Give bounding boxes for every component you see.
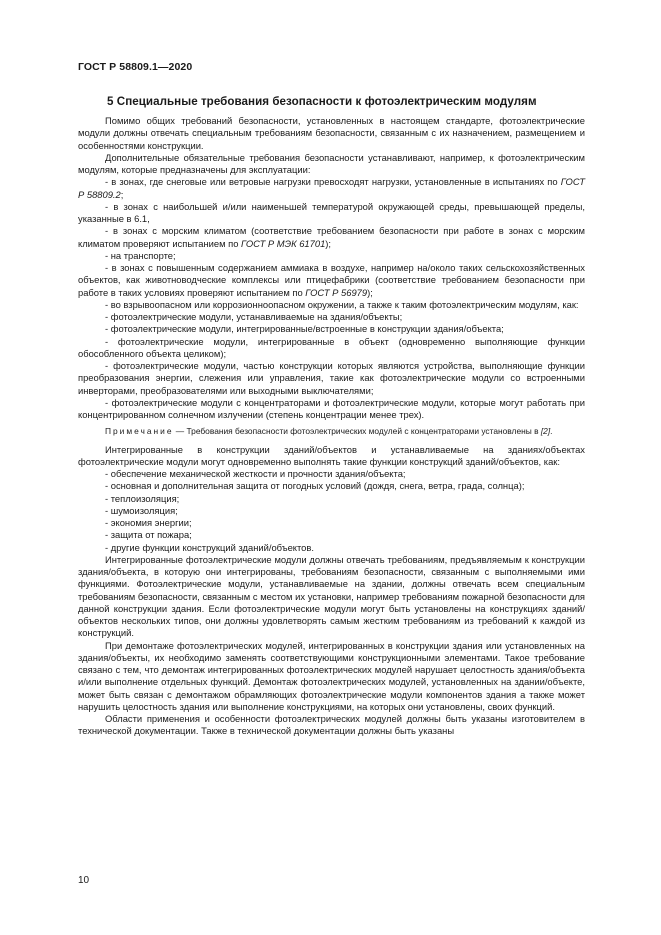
list-item: - во взрывоопасном или коррозионноопасном окружении, а также к таким фотоэлектрическим модулям, как: (105, 298, 579, 310)
list-item: - фотоэлектрические модули, частью конструкции которых являются устройства, выполняющие функции преобразования энергии, слежения или управления, такие как фотоэлектрические модули со встроенными инверторами, преобразователями или выходными выключателями; (78, 360, 585, 396)
list-item: - на транспорте; (105, 249, 176, 261)
document-body (78, 115, 585, 738)
paragraph: Интегрированные фотоэлектрические модули должны отвечать требованиям, предъявляемым к конструкции здания/объекта, в которую они интегрированы, требованиям безопасности, связанным с выполняемыми ими функциями. Фотоэлектрические модули, устанавливаемые на здании, должны отвечать всем специальным требованиям безопасности, связанным с местом их установки, например требованиям пожарной безопасности для данной конструкции здания. Если фотоэлектрические модули могут быть установлены на конструкциях зданий/объектов нескольких типов, они должны удовлетворять самым жестким требованиям из требований к каждой из конструкций. (78, 553, 585, 639)
section-title: 5 Специальные требования безопасности к фотоэлектрическим модулям (107, 95, 537, 108)
list-item: - основная и дополнительная защита от погодных условий (дождя, снега, ветра, града, солнца); (105, 480, 525, 492)
standard-reference: ГОСТ Р 56979 (305, 286, 368, 298)
list-item: - фотоэлектрические модули, интегрированные в объект (одновременно выполняющие функции обособленного объекта целиком); (78, 335, 585, 359)
page-number: 10 (78, 875, 90, 886)
paragraph: Помимо общих требований безопасности, установленных в настоящем стандарте, фотоэлектрические модули должны отвечать специальным требованиям безопасности, связанным с их назначением, размещением и особенностями конструкции. (78, 115, 585, 151)
list-item: - в зонах, где снеговые или ветровые нагрузки превосходят нагрузки, установленные в испытаниях по ГОСТ Р 58809.2; (78, 176, 585, 200)
list-item: - обеспечение механической жесткости и прочности здания/объекта; (105, 468, 406, 479)
list-item: - в зонах с повышенным содержанием аммиака в воздухе, например на/около таких сельскохозяйственных объектов, как животноводческие комплексы или птицефабрики (соответствие требованием безопасности при работе в таких условиях проверяют испытанием по ГОСТ Р 56979); (78, 262, 585, 298)
list-item: - шумоизоляция; (105, 504, 178, 516)
list-item: - в зонах с морским климатом (соответствие требованием безопасности при работе в зонах с морским климатом проверяют испытанием по ГОСТ Р МЭК 61701); (78, 225, 585, 249)
list-item: - в зонах с наибольшей и/или наименьшей температурой окружающей среды, превышающей пределы, указанные в 6.1, (78, 200, 585, 224)
list-item: - фотоэлектрические модули, интегрированные/встроенные в конструкции здания/объекта; (105, 323, 504, 335)
list-item: - защита от пожара; (105, 529, 192, 541)
bibliography-reference: [2] (540, 426, 551, 437)
list-item: - другие функции конструкций зданий/объектов. (105, 541, 314, 553)
paragraph: Дополнительные обязательные требования безопасности устанавливают, например, к фотоэлектрическим модулям, которые предназначены для эксплуатации: (78, 151, 585, 175)
standard-header: ГОСТ Р 58809.1—2020 (78, 61, 193, 73)
list-item: - фотоэлектрические модули с концентраторами и фотоэлектрические модули, которые могут работать при концентрированном солнечном излучении (степень концентрации менее трех). (78, 396, 585, 420)
note: Примечание — Требования безопасности фотоэлектрических модулей с концентраторами установлены в [2]. (105, 426, 553, 437)
standard-reference: ГОСТ Р МЭК 61701 (241, 237, 326, 249)
list-item: - фотоэлектрические модули, устанавливаемые на здания/объекты; (105, 311, 403, 322)
paragraph: Интегрированные в конструкции зданий/объектов и устанавливаемые на зданиях/объектах фотоэлектрические модули могут одновременно выполнять такие функции конструкций зданий/объектов, как: (78, 443, 585, 467)
list-item: - экономия энергии; (105, 517, 192, 528)
standard-reference: ГОСТ Р 58809.2 (78, 176, 585, 200)
paragraph: Области применения и особенности фотоэлектрических модулей должны быть указаны изготовителем в технической документации. Также в технической документации должны быть указаны (78, 713, 585, 737)
list-item: - теплоизоляция; (105, 492, 180, 504)
note-label: Примечание (105, 426, 174, 437)
paragraph: При демонтаже фотоэлектрических модулей, интегрированных в конструкции здания или установленных на здания/объекты, их необходимо заменять соответствующими конструкционными элементами. Такое требование связано с тем, что демонтаж интегрированных фотоэлектрических модулей нарушает целостность здания/объекта и/или выполнение отдельных функций. Демонтаж фотоэлектрических модулей, установленных на здании/объекте, может быть связан с демонтажом обрамляющих фотоэлектрические модули компонентов здания а также может нарушить целостность здания или выполнение конструкциями, на которых они установлены, своих функций. (78, 639, 585, 712)
